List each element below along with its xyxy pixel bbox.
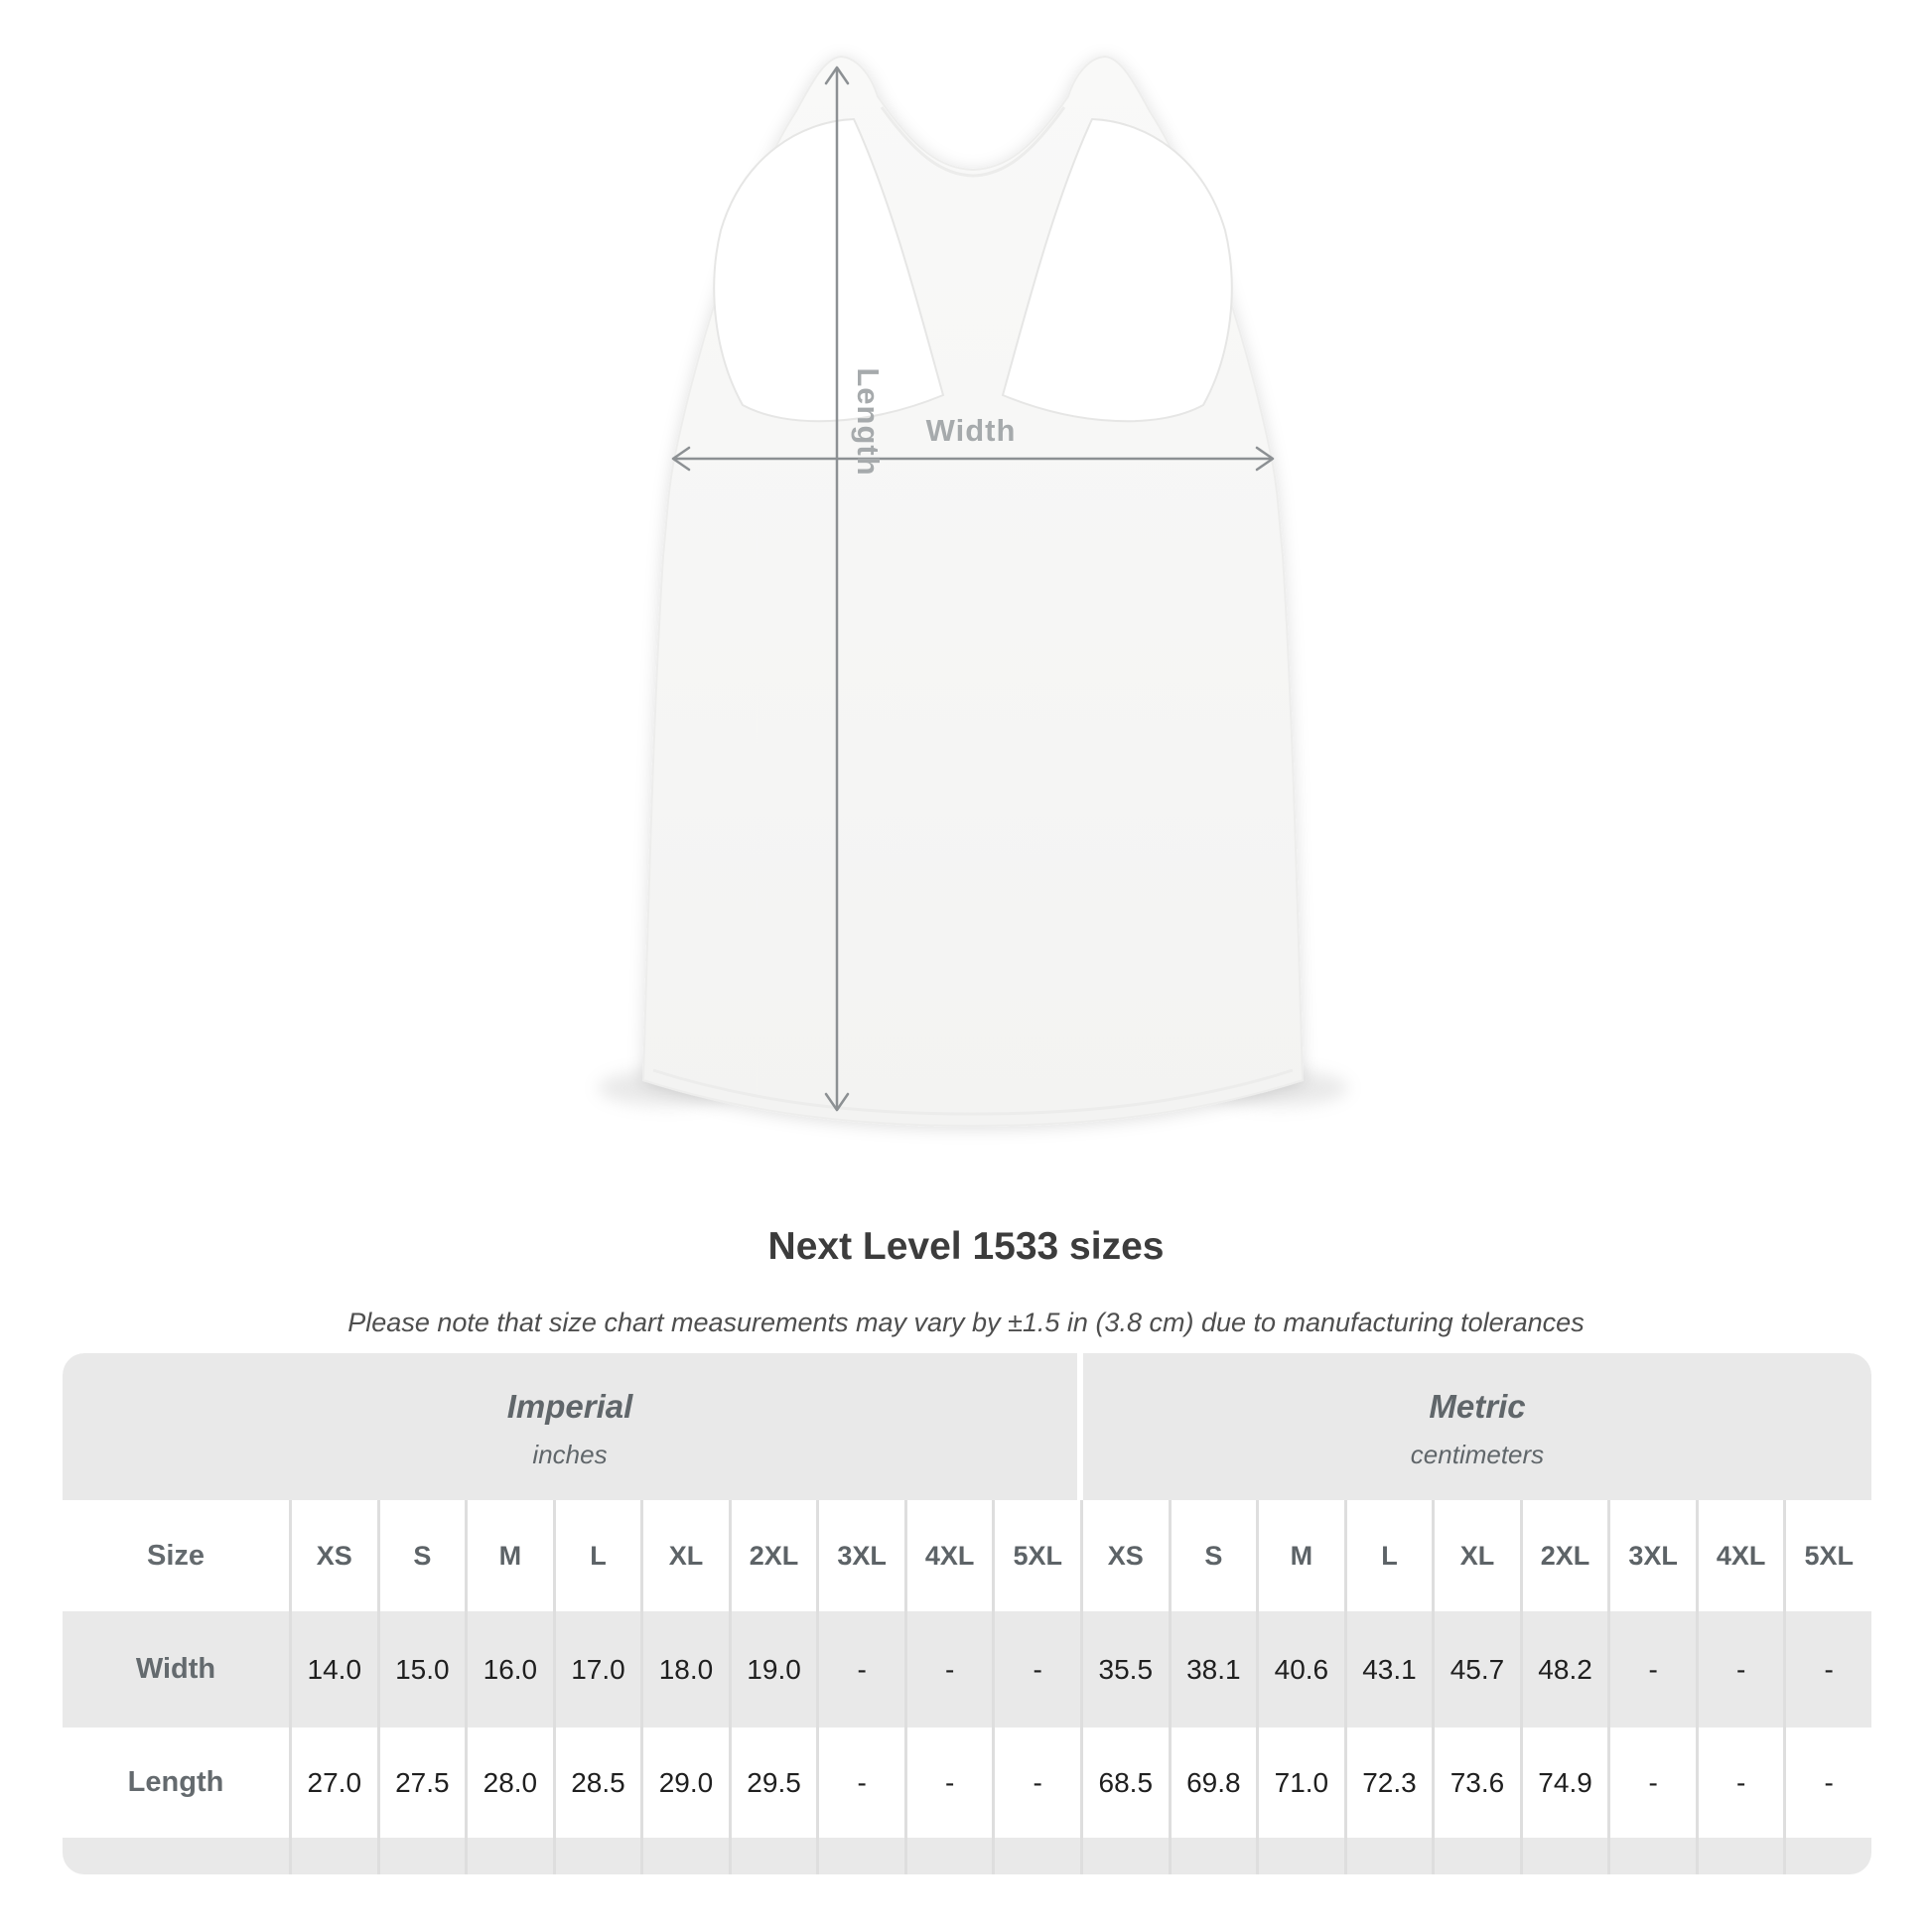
width-imperial-5xl: -	[992, 1611, 1080, 1727]
length-imperial-4xl: -	[904, 1727, 993, 1838]
width-imperial-m: 16.0	[465, 1611, 553, 1727]
tank-top-garment	[598, 57, 1348, 1126]
table-footer-band	[63, 1838, 1871, 1874]
width-metric-xs: 35.5	[1080, 1611, 1169, 1727]
length-dimension-label: Length	[850, 367, 886, 477]
size-header-cell-metric-l: L	[1344, 1500, 1433, 1611]
length-row-label: Length	[127, 1766, 224, 1798]
length-metric-2xl: 74.9	[1520, 1727, 1608, 1838]
length-metric-xl: 73.6	[1432, 1727, 1520, 1838]
width-imperial-xl: 18.0	[640, 1611, 729, 1727]
length-imperial-2xl: 29.5	[729, 1727, 817, 1838]
size-header-cell-imperial-xl: XL	[640, 1500, 729, 1611]
length-imperial-s: 27.5	[377, 1727, 466, 1838]
length-imperial-xs: 27.0	[289, 1727, 377, 1838]
size-chart-table	[63, 1353, 1871, 1874]
size-header-cell-imperial-s: S	[377, 1500, 466, 1611]
imperial-section-unit: inches	[532, 1439, 608, 1469]
width-metric-s: 38.1	[1169, 1611, 1257, 1727]
length-metric-5xl: -	[1783, 1727, 1871, 1838]
length-metric-xs: 68.5	[1080, 1727, 1169, 1838]
width-metric-2xl: 48.2	[1520, 1611, 1608, 1727]
metric-section-unit: centimeters	[1410, 1439, 1545, 1469]
size-header-cell-imperial-xs: XS	[289, 1500, 377, 1611]
length-imperial-l: 28.5	[553, 1727, 641, 1838]
size-header-cell-metric-3xl: 3XL	[1607, 1500, 1696, 1611]
imperial-section-title: Imperial	[506, 1387, 633, 1425]
width-metric-l: 43.1	[1344, 1611, 1433, 1727]
width-measurement-row	[63, 1611, 1871, 1727]
length-imperial-5xl: -	[992, 1727, 1080, 1838]
width-imperial-s: 15.0	[377, 1611, 466, 1727]
size-header-cell-imperial-2xl: 2XL	[729, 1500, 817, 1611]
width-imperial-l: 17.0	[553, 1611, 641, 1727]
length-imperial-xl: 29.0	[640, 1727, 729, 1838]
size-header-cell-metric-5xl: 5XL	[1783, 1500, 1871, 1611]
size-header-cell-metric-s: S	[1169, 1500, 1257, 1611]
size-header-cell-imperial-m: M	[465, 1500, 553, 1611]
size-header-cell-imperial-3xl: 3XL	[816, 1500, 904, 1611]
size-header-cell-metric-2xl: 2XL	[1520, 1500, 1608, 1611]
width-dimension-label: Width	[925, 413, 1017, 448]
size-header-cell-metric-m: M	[1256, 1500, 1344, 1611]
width-imperial-4xl: -	[904, 1611, 993, 1727]
size-header-cell-metric-xl: XL	[1432, 1500, 1520, 1611]
metric-section-header	[1083, 1353, 1871, 1500]
size-header-cell-imperial-4xl: 4XL	[904, 1500, 993, 1611]
width-imperial-xs: 14.0	[289, 1611, 377, 1727]
length-metric-s: 69.8	[1169, 1727, 1257, 1838]
tolerance-note: Please note that size chart measurements may vary by ±1.5 in (3.8 cm) due to manufacturing tolerances	[347, 1308, 1585, 1337]
length-imperial-3xl: -	[816, 1727, 904, 1838]
size-header-cell-imperial-5xl: 5XL	[992, 1500, 1080, 1611]
size-header-cell-metric-4xl: 4XL	[1696, 1500, 1784, 1611]
size-corner-label: Size	[146, 1539, 206, 1572]
length-measurement-row	[63, 1727, 1871, 1838]
width-metric-m: 40.6	[1256, 1611, 1344, 1727]
length-imperial-m: 28.0	[465, 1727, 553, 1838]
unit-header-row	[63, 1353, 1871, 1500]
length-metric-3xl: -	[1607, 1727, 1696, 1838]
size-header-cell-imperial-l: L	[553, 1500, 641, 1611]
size-header-cell-metric-xs: XS	[1080, 1500, 1169, 1611]
page-title: Next Level 1533 sizes	[767, 1225, 1165, 1268]
metric-section-title: Metric	[1429, 1387, 1526, 1425]
length-metric-4xl: -	[1696, 1727, 1784, 1838]
width-row-label: Width	[135, 1653, 216, 1685]
width-metric-4xl: -	[1696, 1611, 1784, 1727]
size-chart-heading	[0, 1227, 1932, 1336]
length-metric-l: 72.3	[1344, 1727, 1433, 1838]
size-header-row	[63, 1500, 1871, 1611]
width-metric-xl: 45.7	[1432, 1611, 1520, 1727]
imperial-section-header	[63, 1353, 1077, 1500]
width-imperial-2xl: 19.0	[729, 1611, 817, 1727]
width-imperial-3xl: -	[816, 1611, 904, 1727]
width-metric-3xl: -	[1607, 1611, 1696, 1727]
length-metric-m: 71.0	[1256, 1727, 1344, 1838]
width-metric-5xl: -	[1783, 1611, 1871, 1727]
